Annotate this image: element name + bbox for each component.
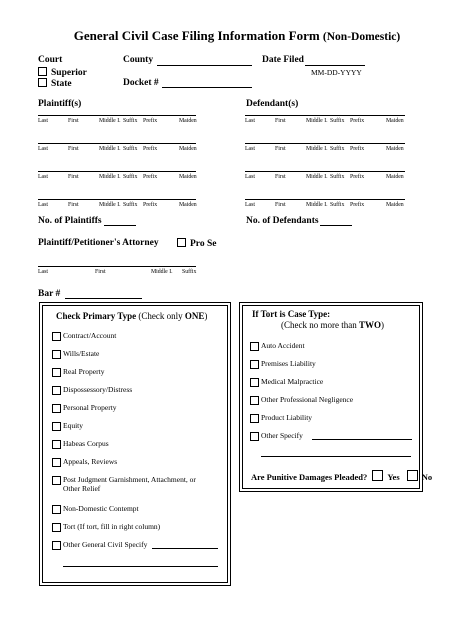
defendant-name-labels [245, 202, 415, 210]
plaintiff-name-field[interactable] [38, 199, 196, 200]
plaintiff-suffix-label: Suffix [123, 202, 138, 208]
tort-type-option[interactable] [250, 341, 415, 353]
primary-type-option[interactable] [52, 439, 222, 459]
primary-type-checkbox[interactable] [52, 386, 61, 395]
plaintiff-first-label: First [68, 202, 79, 208]
plaintiff-last-label: Last [38, 146, 48, 152]
plaintiff-middle-label: Middle I. [99, 146, 121, 152]
primary-type-label: Non-Domestic Contempt [63, 504, 139, 513]
primary-type-option[interactable] [52, 504, 222, 524]
bar-number-field[interactable] [65, 298, 142, 299]
defendant-maiden-label: Maiden [386, 174, 404, 180]
defendant-maiden-label: Maiden [386, 146, 404, 152]
plaintiff-name-labels [38, 174, 206, 182]
defendant-name-field[interactable] [245, 199, 405, 200]
plaintiff-first-label: First [68, 146, 79, 152]
date-filed-field[interactable] [305, 65, 365, 66]
primary-type-label: Appeals, Reviews [63, 457, 118, 466]
date-filed-label: Date Filed [262, 55, 304, 65]
defendant-last-label: Last [245, 118, 255, 124]
tort-type-option[interactable] [250, 431, 415, 443]
plaintiff-suffix-label: Suffix [123, 146, 138, 152]
tort-type-label: Other Specify [261, 431, 303, 440]
defendant-middle-label: Middle I. [306, 202, 328, 208]
plaintiff-first-label: First [68, 118, 79, 124]
pro-se-option[interactable] [177, 238, 216, 249]
state-label: State [51, 79, 72, 89]
plaintiff-suffix-label: Suffix [123, 118, 138, 124]
plaintiff-name-labels [38, 202, 206, 210]
attorney-name-field[interactable] [38, 266, 196, 267]
tort-type-option[interactable] [250, 395, 415, 407]
defendant-first-label: First [275, 118, 286, 124]
defendant-suffix-label: Suffix [330, 118, 345, 124]
tort-type-checkbox[interactable] [250, 360, 259, 369]
tort-type-label: Auto Accident [261, 341, 305, 350]
primary-type-option[interactable] [52, 457, 222, 477]
state-checkbox[interactable] [38, 78, 47, 87]
primary-type-checkbox[interactable] [52, 458, 61, 467]
primary-type-option[interactable] [52, 349, 222, 369]
num-plaintiffs-label: No. of Plaintiffs [38, 216, 102, 226]
primary-type-checkbox[interactable] [52, 404, 61, 413]
tort-type-checkbox[interactable] [250, 414, 259, 423]
tort-other-specify-field[interactable] [312, 439, 412, 440]
defendant-name-field[interactable] [245, 171, 405, 172]
plaintiff-prefix-label: Prefix [143, 202, 158, 208]
form-title [0, 28, 474, 44]
primary-type-checkbox[interactable] [52, 422, 61, 431]
primary-type-heading-emph: ONE [184, 311, 205, 321]
plaintiff-prefix-label: Prefix [143, 146, 158, 152]
county-field[interactable] [157, 65, 252, 66]
defendant-prefix-label: Prefix [350, 202, 365, 208]
defendant-prefix-label: Prefix [350, 146, 365, 152]
attorney-label: Plaintiff/Petitioner's Attorney [38, 238, 159, 248]
plaintiff-name-field[interactable] [38, 143, 196, 144]
num-plaintiffs-field[interactable] [104, 225, 136, 226]
plaintiff-maiden-label: Maiden [179, 174, 197, 180]
primary-type-heading [56, 311, 207, 321]
defendant-first-label: First [275, 202, 286, 208]
tort-type-option[interactable] [250, 413, 415, 425]
defendant-suffix-label: Suffix [330, 174, 345, 180]
plaintiff-middle-label: Middle I. [99, 118, 121, 124]
primary-type-checkbox[interactable] [52, 476, 61, 485]
defendant-suffix-label: Suffix [330, 146, 345, 152]
primary-type-checkbox[interactable] [52, 332, 61, 341]
punitive-damages-label: Are Punitive Damages Pleaded? [251, 472, 368, 482]
state-option[interactable] [38, 78, 72, 89]
primary-type-option[interactable] [52, 475, 222, 495]
tort-subheading-close: ) [381, 320, 384, 330]
primary-type-label: Tort (If tort, fill in right column) [63, 522, 161, 531]
plaintiff-name-field[interactable] [38, 115, 196, 116]
attorney-last-label: Last [38, 269, 48, 275]
primary-type-label: Personal Property [63, 403, 117, 412]
tort-type-checkbox[interactable] [250, 396, 259, 405]
tort-type-label: Other Professional Negligence [261, 395, 354, 404]
attorney-middle-label: Middle I. [151, 269, 173, 275]
plaintiff-first-label: First [68, 174, 79, 180]
plaintiffs-label: Plaintiff(s) [38, 99, 82, 109]
plaintiff-maiden-label: Maiden [179, 118, 197, 124]
superior-option[interactable] [38, 67, 87, 78]
primary-type-option[interactable] [52, 331, 222, 351]
plaintiff-last-label: Last [38, 202, 48, 208]
tort-subheading-text: (Check no more than [281, 320, 359, 330]
date-format-hint: MM-DD-YYYY [311, 68, 362, 77]
primary-type-checkbox[interactable] [52, 505, 61, 514]
primary-type-label: Wills/Estate [63, 349, 100, 358]
punitive-damages-question [251, 470, 432, 482]
defendant-name-field[interactable] [245, 115, 405, 116]
defendant-prefix-label: Prefix [350, 118, 365, 124]
defendant-name-labels [245, 118, 415, 126]
tort-type-label: Medical Malpractice [261, 377, 324, 386]
docket-field[interactable] [162, 87, 252, 88]
primary-type-list [52, 331, 222, 571]
tort-other-specify-extra-line[interactable] [261, 456, 411, 457]
defendant-middle-label: Middle I. [306, 146, 328, 152]
tort-type-checkbox[interactable] [250, 432, 259, 441]
superior-checkbox[interactable] [38, 67, 47, 76]
punitive-yes-label: Yes [387, 472, 400, 482]
num-defendants-field[interactable] [320, 225, 352, 226]
plaintiff-last-label: Last [38, 118, 48, 124]
court-label: Court [38, 55, 63, 65]
primary-type-heading-text: Check Primary Type [56, 311, 137, 321]
punitive-no-checkbox[interactable] [407, 470, 418, 481]
punitive-no-option[interactable] [407, 472, 432, 482]
form-title-suffix: (Non-Domestic) [322, 31, 401, 43]
form-title-main: General Civil Case Filing Information Form [73, 28, 320, 43]
plaintiff-name-labels [38, 146, 206, 154]
defendants-label: Defendant(s) [246, 99, 299, 109]
defendant-maiden-label: Maiden [386, 202, 404, 208]
pro-se-label: Pro Se [190, 239, 217, 249]
tort-subheading [281, 320, 384, 330]
primary-type-heading-close: ) [204, 311, 208, 321]
plaintiff-prefix-label: Prefix [143, 118, 158, 124]
defendant-middle-label: Middle I. [306, 118, 328, 124]
tort-type-option[interactable] [250, 377, 415, 389]
defendant-maiden-label: Maiden [386, 118, 404, 124]
defendant-name-labels [245, 174, 415, 182]
tort-type-checkbox[interactable] [250, 342, 259, 351]
defendant-name-labels [245, 146, 415, 154]
plaintiff-last-label: Last [38, 174, 48, 180]
defendant-last-label: Last [245, 146, 255, 152]
primary-type-checkbox[interactable] [52, 541, 61, 550]
primary-type-label-line2: Other Relief [63, 484, 101, 493]
tort-type-label: Premises Liability [261, 359, 316, 368]
plaintiff-prefix-label: Prefix [143, 174, 158, 180]
primary-type-option[interactable] [52, 421, 222, 441]
primary-type-option[interactable] [52, 540, 222, 560]
defendant-first-label: First [275, 174, 286, 180]
tort-type-list [250, 341, 415, 461]
punitive-yes-option[interactable] [372, 472, 399, 482]
primary-type-option[interactable] [52, 522, 222, 542]
plaintiff-middle-label: Middle I. [99, 174, 121, 180]
primary-type-label: Other General Civil Specify [63, 540, 148, 549]
plaintiff-maiden-label: Maiden [179, 202, 197, 208]
tort-type-label: Product Liability [261, 413, 313, 422]
attorney-suffix-label: Suffix [182, 269, 197, 275]
tort-heading: If Tort is Case Type: [252, 309, 331, 319]
punitive-yes-checkbox[interactable] [372, 470, 383, 481]
other-general-civil-extra-line[interactable] [63, 566, 218, 567]
plaintiff-middle-label: Middle I. [99, 202, 121, 208]
primary-type-option[interactable] [52, 403, 222, 423]
docket-label: Docket # [123, 78, 159, 88]
defendant-first-label: First [275, 146, 286, 152]
other-general-civil-field[interactable] [152, 548, 218, 549]
defendant-last-label: Last [245, 202, 255, 208]
primary-type-label: Dispossessory/Distress [63, 385, 133, 394]
pro-se-checkbox[interactable] [177, 238, 186, 247]
tort-subheading-emph: TWO [358, 320, 381, 330]
plaintiff-maiden-label: Maiden [179, 146, 197, 152]
primary-type-checkbox[interactable] [52, 523, 61, 532]
tort-type-checkbox[interactable] [250, 378, 259, 387]
primary-type-label: Equity [63, 421, 83, 430]
plaintiff-name-labels [38, 118, 206, 126]
primary-type-label: Post Judgment Garnishment, Attachment, or [63, 475, 196, 484]
primary-type-checkbox[interactable] [52, 350, 61, 359]
num-defendants-label: No. of Defendants [246, 216, 319, 226]
primary-type-checkbox[interactable] [52, 440, 61, 449]
bar-label: Bar # [38, 289, 61, 299]
plaintiff-name-field[interactable] [38, 171, 196, 172]
primary-type-checkbox[interactable] [52, 368, 61, 377]
defendant-middle-label: Middle I. [306, 174, 328, 180]
primary-type-label: Contract/Account [63, 331, 117, 340]
plaintiff-suffix-label: Suffix [123, 174, 138, 180]
primary-type-option[interactable] [52, 385, 222, 405]
attorney-first-label: First [95, 269, 106, 275]
defendant-prefix-label: Prefix [350, 174, 365, 180]
county-label: County [123, 55, 154, 65]
defendant-name-field[interactable] [245, 143, 405, 144]
primary-type-label: Real Property [63, 367, 105, 376]
primary-type-option[interactable] [52, 367, 222, 387]
defendant-last-label: Last [245, 174, 255, 180]
superior-label: Superior [51, 68, 87, 78]
punitive-no-label: No [421, 472, 433, 482]
primary-type-label: Habeas Corpus [63, 439, 109, 448]
defendant-suffix-label: Suffix [330, 202, 345, 208]
primary-type-heading-note: (Check only [138, 311, 185, 321]
tort-type-option[interactable] [250, 359, 415, 371]
